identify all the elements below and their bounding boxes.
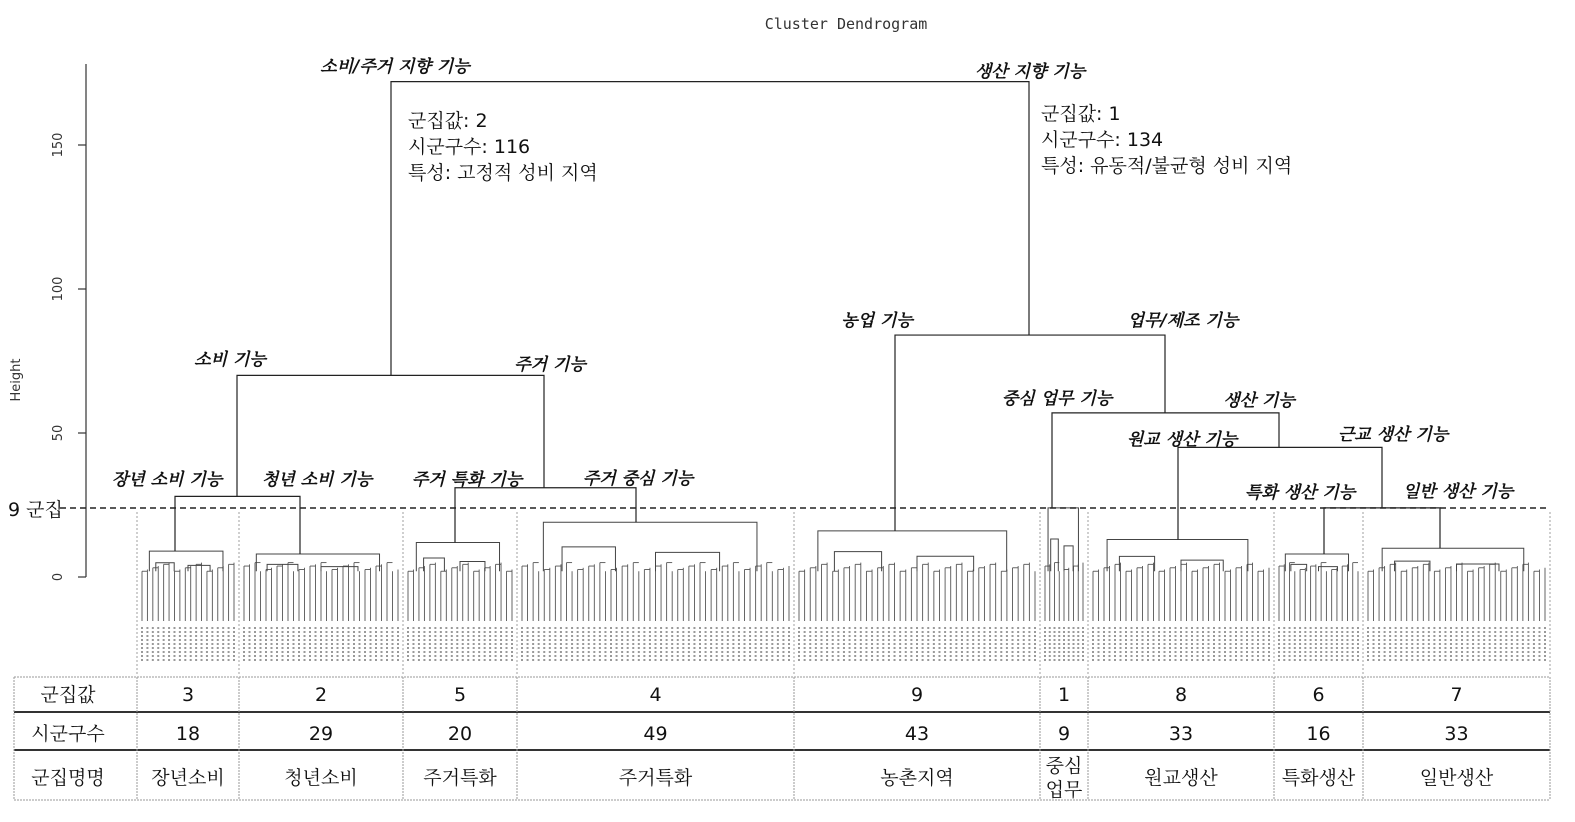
y-tick-label: 100: [51, 276, 66, 302]
table-cell-name: 중심: [1045, 755, 1083, 777]
y-axis-label: Height: [9, 358, 24, 402]
info-box-line: 특성: 유동적/불균형 성비 지역: [1041, 155, 1293, 177]
cluster-sub-bracket: [834, 552, 881, 572]
cluster-sub-bracket: [1181, 560, 1223, 571]
branch-annotation: 소비 기능: [194, 350, 266, 370]
table-cell-count: 20: [447, 723, 473, 745]
table-cell-name: 주거특화: [423, 767, 497, 789]
cluster-table: [14, 677, 1550, 801]
branch-annotation: 원교 생산 기능: [1126, 430, 1238, 450]
table-cell-value: 9: [910, 684, 924, 706]
cluster-sub-bracket: [1291, 564, 1307, 571]
cluster-sub-bracket: [188, 565, 210, 571]
table-cell-value: 4: [649, 684, 662, 706]
cluster-inner-bracket: [1382, 548, 1524, 571]
table-cell-name: 주거특화: [618, 767, 693, 789]
table-cell-name: 청년소비: [284, 767, 358, 789]
branch-annotation: 주거 특화 기능: [411, 470, 523, 490]
branch-annotation: 장년 소비 기능: [111, 470, 223, 490]
table-row-header: 군집명명: [31, 767, 105, 789]
table-cell-value: 3: [181, 684, 195, 706]
tree-merge-bracket: [1324, 508, 1440, 554]
cluster-inner-bracket: [1048, 508, 1078, 571]
info-box-line: 시군구수: 134: [1041, 129, 1164, 151]
table-cell-name: 업무: [1045, 779, 1083, 801]
tree-merge-bracket: [895, 335, 1165, 531]
cluster-sub-bracket: [321, 567, 358, 572]
table-cell-count: 18: [175, 723, 201, 745]
table-cell-count: 33: [1444, 723, 1469, 745]
table-cell-count: 43: [904, 723, 930, 745]
branch-annotation: 업무/제조 기능: [1127, 311, 1239, 331]
cluster-inner-bracket: [1107, 540, 1248, 572]
table-cell-value: 6: [1312, 684, 1325, 706]
branch-annotation: 주거 기능: [514, 355, 586, 375]
info-box-line: 특성: 고정적 성비 지역: [408, 162, 598, 184]
cluster-inner-bracket: [818, 531, 1007, 571]
tree-merge-bracket: [175, 496, 300, 554]
table-cell-name: 일반생산: [1419, 767, 1494, 789]
cut-label: 9 군집: [8, 499, 63, 521]
y-tick-label: 50: [51, 424, 66, 442]
y-tick-label: 150: [51, 132, 66, 158]
cluster-inner-bracket: [416, 542, 499, 571]
table-cell-value: 1: [1057, 684, 1071, 706]
info-box-line: 시군구수: 116: [408, 136, 531, 158]
table-cell-count: 9: [1057, 723, 1071, 745]
cluster-inner-bracket: [256, 554, 379, 571]
table-cell-count: 33: [1168, 723, 1194, 745]
table-cell-value: 8: [1174, 684, 1188, 706]
table-row-header: 군집값: [40, 684, 96, 706]
cluster-sub-bracket: [1457, 564, 1499, 571]
branch-annotation: 특화 생산 기능: [1244, 483, 1356, 503]
table-cell-name: 특화생산: [1281, 767, 1356, 789]
table-cell-count: 29: [308, 723, 334, 745]
branch-annotation: 소비/주거 지향 기능: [320, 57, 470, 77]
branch-annotation: 중심 업무 기능: [1001, 389, 1113, 409]
info-box-line: 군집값: 1: [1041, 103, 1121, 125]
branch-annotation: 일반 생산 기능: [1402, 482, 1514, 502]
table-cell-name: 장년소비: [151, 767, 225, 789]
info-boxes: [408, 103, 1292, 184]
branch-annotation: 농업 기능: [841, 311, 913, 331]
table-cell-name: 원교생산: [1144, 767, 1218, 789]
branch-annotation: 생산 기능: [1223, 391, 1295, 411]
cluster-sub-bracket: [460, 561, 485, 571]
cluster-sub-bracket: [1064, 546, 1073, 571]
chart-title: Cluster Dendrogram: [764, 15, 928, 33]
branch-annotation: 주거 중심 기능: [582, 469, 694, 489]
branch-annotations: [112, 57, 1516, 503]
y-tick-label: 0: [51, 572, 66, 582]
table-row-header: 시군구수: [31, 723, 105, 745]
tree-merge-bracket: [455, 488, 636, 543]
table-cell-count: 16: [1306, 723, 1331, 745]
cluster-sub-bracket: [656, 552, 720, 571]
table-cell-count: 49: [643, 723, 668, 745]
table-cell-value: 5: [453, 684, 467, 706]
table-cell-value: 2: [314, 684, 328, 706]
cut-line-group: [8, 499, 1550, 675]
table-cell-name: 농촌지역: [880, 767, 954, 789]
branch-annotation: 근교 생산 기능: [1337, 425, 1449, 445]
info-box-line: 군집값: 2: [408, 110, 488, 132]
branch-annotation: 생산 지향 기능: [974, 62, 1086, 82]
branch-annotation: 청년 소비 기능: [261, 470, 373, 490]
table-cell-value: 7: [1450, 684, 1463, 706]
leaf-branches: [142, 508, 1545, 662]
